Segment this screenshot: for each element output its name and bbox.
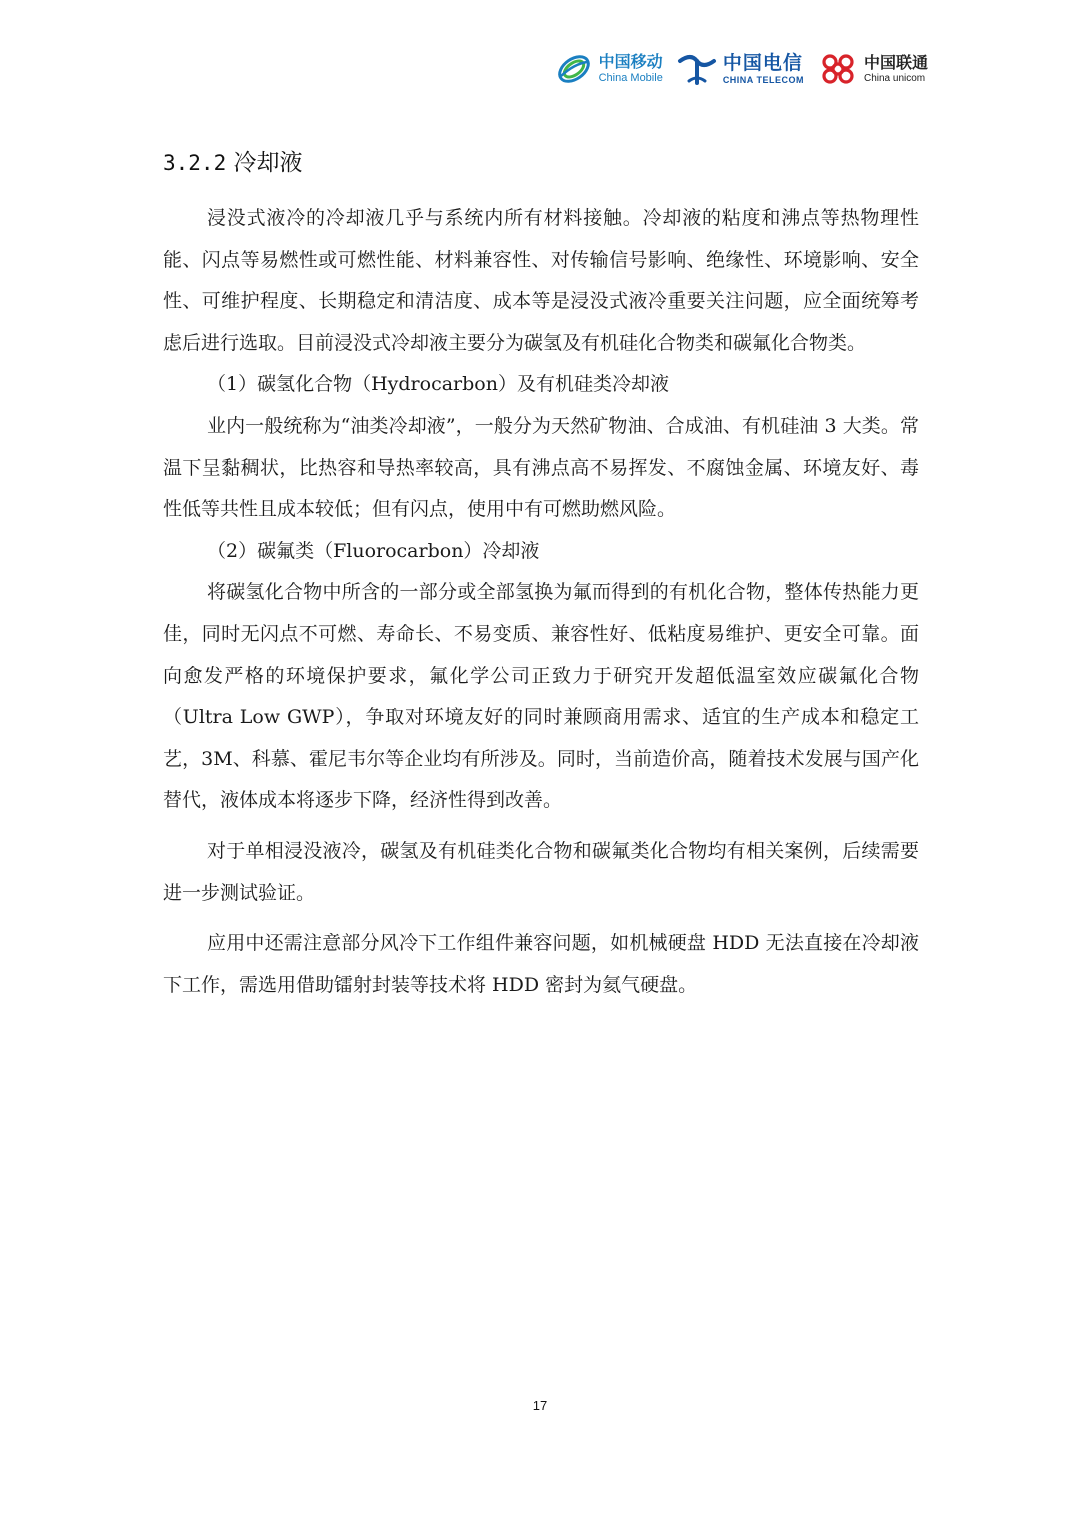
paragraph-intro: 浸没式液冷的冷却液几乎与系统内所有材料接触。冷却液的粘度和沸点等热物理性能、闪点等易燃性或可燃性能、材料兼容性、对传输信号影响、绝缘性、环境影响、安全性、可维护程度、长期稳定和清洁度、成本等是浸没式液冷重要关注问题，应全面统筹考虑后进行选取。目前浸没式冷却液主要分为碳氢及有机硅化合物类和碳氟化合物类。	[163, 207, 919, 354]
paragraph-hdd-compat: 应用中还需注意部分风冷下工作组件兼容问题，如机械硬盘 HDD 无法直接在冷却液下工作，需选用借助镭射封装等技术将 HDD 密封为氦气硬盘。	[163, 932, 919, 996]
china-unicom-logo	[818, 50, 928, 88]
document-body	[163, 198, 919, 1006]
china-unicom-cn: 中国联通	[863, 52, 928, 72]
china-mobile-cn: 中国移动	[598, 52, 663, 71]
china-telecom-cn: 中国电信	[722, 51, 803, 74]
section-title: 冷却液	[233, 150, 303, 176]
paragraph-hydrocarbon: 业内一般统称为“油类冷却液”，一般分为天然矿物油、合成油、有机硅油 3 大类。常温下呈黏稠状，比热容和导热率较高，具有沸点高不易挥发、不腐蚀金属、环境友好、毒性低等共性且成本较低；但有闪点，使用中有可燃助燃风险。	[163, 414, 919, 521]
page-number: 17	[532, 1398, 548, 1413]
section-number: 3.2.2	[163, 151, 227, 175]
section-heading	[163, 144, 303, 177]
china-telecom-logo	[677, 51, 804, 87]
paragraph-single-phase: 对于单相浸没液冷，碳氢及有机硅类化合物和碳氟类化合物均有相关案例，后续需要进一步测试验证。	[163, 839, 919, 904]
subheading-fluorocarbon: （2）碳氟类（Fluorocarbon）冷却液	[207, 539, 540, 562]
china-telecom-en: CHINA TELECOM	[722, 74, 804, 85]
subheading-hydrocarbon: （1）碳氢化合物（Hydrocarbon）及有机硅类冷却液	[207, 373, 669, 396]
china-unicom-knot-icon	[818, 50, 858, 88]
header-logos	[555, 44, 928, 94]
china-mobile-swirl-icon	[555, 50, 593, 88]
china-telecom-wave-icon	[677, 51, 717, 87]
paragraph-fluorocarbon: 将碳氢化合物中所含的一部分或全部氢换为氟而得到的有机化合物，整体传热能力更佳，同时无闪点不可燃、寿命长、不易变质、兼容性好、低粘度易维护、更安全可靠。面向愈发严格的环境保护要求，氟化学公司正致力于研究开发超低温室效应碳氟化合物（Ultra Low GWP），争取对环境友好的同时兼顾商用需求、适宜的生产成本和稳定工艺，3M、科慕、霍尼韦尔等企业均有所涉及。同时，当前造价高，随着技术发展与国产化替代，液体成本将逐步下降，经济性得到改善。	[163, 581, 919, 812]
china-mobile-en: China Mobile	[598, 72, 663, 84]
china-unicom-en: China unicom	[863, 72, 926, 84]
china-mobile-logo	[555, 50, 663, 88]
